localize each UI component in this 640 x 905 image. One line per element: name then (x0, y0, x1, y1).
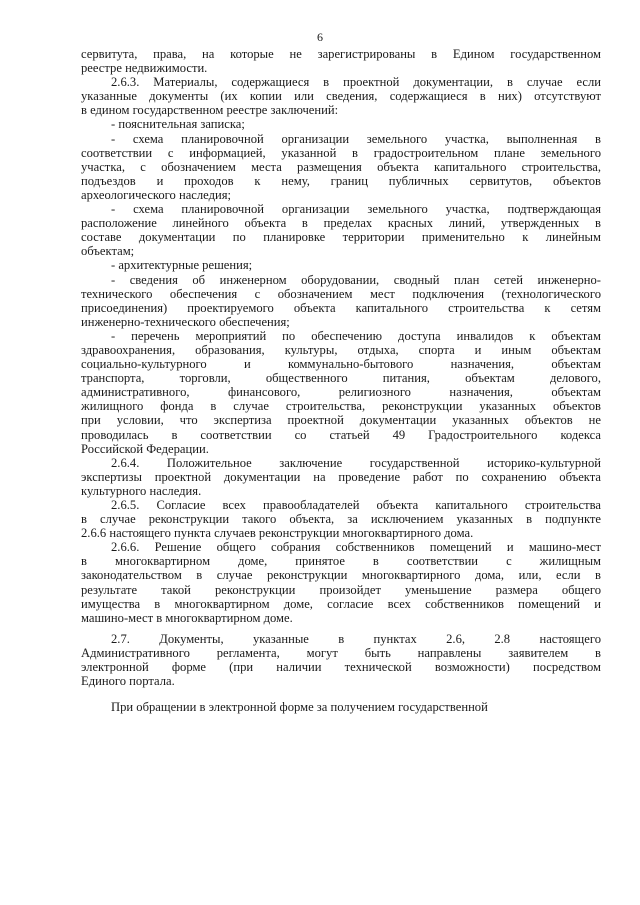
text-line: социально-культурного и коммунально-бытового назначения, объектам (81, 357, 601, 372)
text-line: при условии, что экспертиза проектной документации указанных объектов не (81, 413, 601, 428)
paragraph (81, 329, 601, 456)
text-line: инженерно-технического обеспечения; (81, 314, 290, 329)
text-line: - схема планировочной организации земельного участка, выполненная в (111, 131, 601, 146)
paragraph (81, 632, 601, 688)
text-line: 2.6.3. Материалы, содержащиеся в проектной документации, в случае если (111, 75, 601, 90)
text-line: - перечень мероприятий по обеспечению доступа инвалидов к объектам (111, 328, 601, 343)
paragraph (81, 456, 601, 498)
text-line: - архитектурные решения; (111, 258, 253, 273)
text-line: расположение линейного объекта в пределах красных линий, утвержденных в (81, 216, 601, 231)
document-body (81, 47, 601, 714)
text-line: соответствии с информацией, указанной в градостроительном плане земельного (81, 145, 601, 160)
text-line: административного, финансового, религиозного назначения, объектам (81, 385, 601, 400)
paragraph (81, 700, 601, 714)
paragraph (81, 132, 601, 202)
text-line: имущества в многоквартирном доме, согласие всех собственников помещений и (81, 596, 601, 611)
text-line: Единого портала. (81, 674, 175, 689)
text-line: археологического наследия; (81, 187, 232, 202)
paragraph (81, 47, 601, 75)
text-line: здравоохранения, образования, культуры, отдыха, спорта и иным объектам (81, 342, 601, 357)
text-line: экспертизы проектной документации на проведение работ по сохранению объекта (81, 469, 601, 484)
text-line: в случае реконструкции такого объекта, за исключением указанных в подпункте (81, 512, 601, 527)
text-line: 2.6.4. Положительное заключение государственной историко-культурной (111, 455, 601, 470)
paragraph (81, 117, 601, 131)
text-line: результате такой реконструкции произойдет уменьшение размера общего (81, 582, 601, 597)
paragraph (81, 202, 601, 258)
text-line: реестре недвижимости. (81, 61, 208, 76)
text-line: транспорта, торговли, общественного питания, объектам делового, (81, 371, 601, 386)
paragraph (81, 273, 601, 329)
text-line: культурного наследия. (81, 483, 202, 498)
paragraph (81, 498, 601, 540)
text-line: Административного регламента, могут быть направлены заявителем в (81, 645, 601, 660)
text-line: - пояснительная записка; (111, 117, 245, 132)
text-line: - сведения об инженерном оборудовании, сводный план сетей инженерно- (111, 272, 601, 287)
text-line: объектам; (81, 244, 135, 259)
text-line: электронной форме (при наличии технической возможности) посредством (81, 660, 601, 675)
text-line: законодательством в случае реконструкции многоквартирного дома, или, если в (81, 568, 601, 583)
paragraph (81, 540, 601, 625)
text-line: составе документации по планировке территории применительно к линейным (81, 230, 601, 245)
paragraph (81, 258, 601, 272)
text-line: в многоквартирном доме, принятое в соответствии с жилищным (81, 554, 601, 569)
text-line: сервитута, права, на которые не зарегистрированы в Едином государственном (81, 47, 601, 61)
text-line: проводилась в соответствии со статьей 49 Градостроительного кодекса (81, 427, 601, 442)
text-line: указанные документы (их копии или сведения, содержащиеся в них) отсутствуют (81, 89, 601, 104)
text-line: При обращении в электронной форме за получением государственной (111, 700, 488, 715)
text-line: - схема планировочной организации земельного участка, подтверждающая (111, 202, 601, 217)
text-line: машино-мест в многоквартирном доме. (81, 610, 293, 625)
text-line: 2.7. Документы, указанные в пунктах 2.6, 2.8 настоящего (111, 631, 601, 646)
text-line: присоединения) проектируемого объекта капитального строительства к сетям (81, 300, 601, 315)
text-line: жилищного фонда в случае строительства, реконструкции указанных объектов (81, 399, 601, 414)
text-line: технического обеспечения с обозначением мест подключения (технологического (81, 286, 601, 301)
page-number: 6 (317, 30, 323, 44)
text-line: 2.6.6 настоящего пункта случаев реконструкции многоквартирного дома. (81, 526, 474, 541)
text-line: в едином государственном реестре заключений: (81, 103, 339, 118)
paragraph (81, 75, 601, 117)
text-line: 2.6.6. Решение общего собрания собственников помещений и машино-мест (111, 540, 601, 555)
text-line: Российской Федерации. (81, 441, 209, 456)
text-line: 2.6.5. Согласие всех правообладателей объекта капитального строительства (111, 498, 601, 512)
text-line: подъездов и проходов к нему, границ публичных сервитутов, объектов (81, 173, 601, 188)
text-line: участка, с обозначением места размещения объекта капитального строительства, (81, 159, 601, 174)
